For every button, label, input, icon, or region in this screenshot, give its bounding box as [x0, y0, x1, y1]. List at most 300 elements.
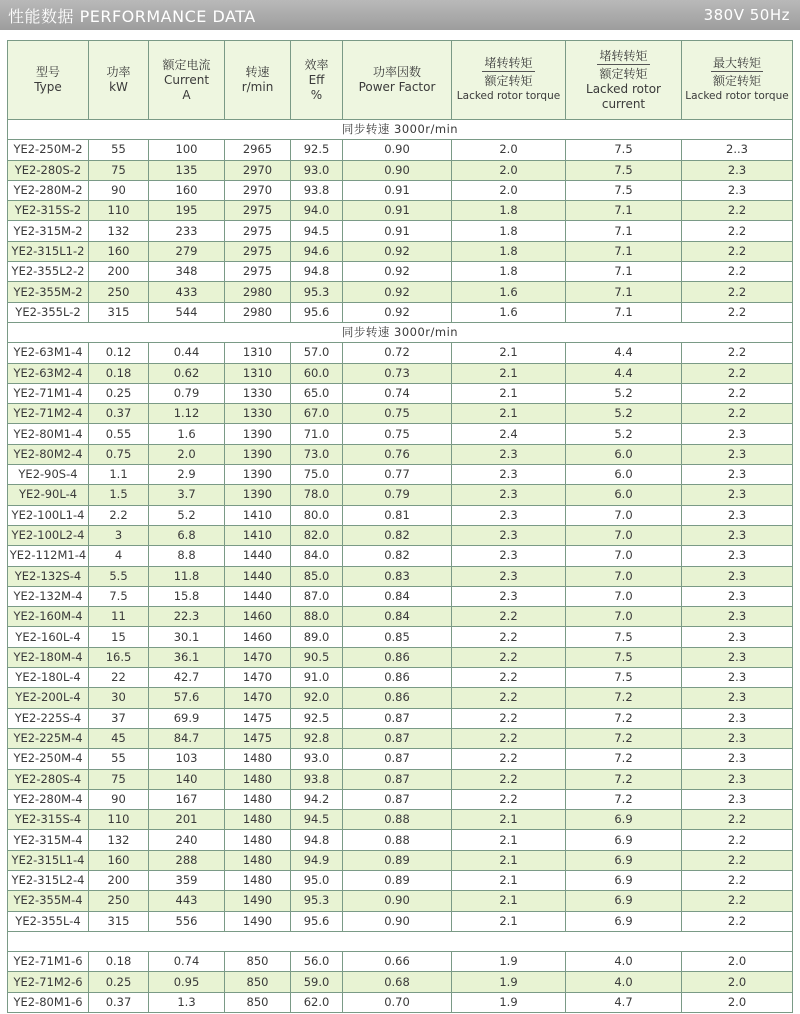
locked-rotor-torque-cell: 1.6	[452, 302, 566, 322]
speed-cell: 1390	[225, 485, 291, 505]
max-torque-cell: 2.3	[682, 566, 793, 586]
current-cell: 0.44	[149, 343, 225, 363]
model-cell: YE2-63M1-4	[8, 343, 89, 363]
speed-cell: 1470	[225, 647, 291, 667]
locked-rotor-torque-cell: 2.2	[452, 708, 566, 728]
model-cell: YE2-80M2-4	[8, 444, 89, 464]
locked-rotor-torque-cell: 1.8	[452, 241, 566, 261]
table-row	[8, 383, 793, 403]
locked-rotor-current-cell: 6.9	[566, 810, 682, 830]
model-cell: YE2-315L2-4	[8, 870, 89, 890]
locked-rotor-current-cell: 7.0	[566, 566, 682, 586]
max-torque-cell: 2.3	[682, 485, 793, 505]
locked-rotor-torque-cell: 2.2	[452, 647, 566, 667]
efficiency-cell: 92.5	[291, 140, 343, 160]
efficiency-cell: 89.0	[291, 627, 343, 647]
efficiency-cell: 92.5	[291, 708, 343, 728]
model-cell: YE2-250M-2	[8, 140, 89, 160]
current-cell: 69.9	[149, 708, 225, 728]
speed-cell: 1480	[225, 769, 291, 789]
locked-rotor-current-cell: 7.0	[566, 525, 682, 545]
power-factor-cell: 0.76	[343, 444, 452, 464]
efficiency-cell: 80.0	[291, 505, 343, 525]
power-factor-cell: 0.68	[343, 972, 452, 992]
current-cell: 433	[149, 282, 225, 302]
table-row	[8, 505, 793, 525]
table-row	[8, 870, 793, 890]
power-cell: 90	[89, 789, 149, 809]
speed-cell: 1310	[225, 343, 291, 363]
efficiency-cell: 95.6	[291, 911, 343, 931]
table-row	[8, 566, 793, 586]
current-cell: 443	[149, 891, 225, 911]
speed-cell: 1470	[225, 668, 291, 688]
power-cell: 30	[89, 688, 149, 708]
speed-cell: 850	[225, 952, 291, 972]
locked-rotor-current-cell: 7.1	[566, 201, 682, 221]
power-factor-cell: 0.74	[343, 383, 452, 403]
table-row	[8, 891, 793, 911]
table-row	[8, 201, 793, 221]
locked-rotor-current-cell: 7.5	[566, 180, 682, 200]
current-cell: 544	[149, 302, 225, 322]
locked-rotor-torque-cell: 2.0	[452, 180, 566, 200]
locked-rotor-current-cell: 7.5	[566, 668, 682, 688]
header-efficiency: 效率 Eff %	[291, 41, 343, 120]
current-cell: 15.8	[149, 586, 225, 606]
performance-table-wrapper	[7, 40, 792, 1013]
voltage-frequency: 380V 50Hz	[703, 6, 790, 24]
locked-rotor-torque-cell: 2.3	[452, 465, 566, 485]
speed-cell: 1490	[225, 911, 291, 931]
max-torque-cell: 2.3	[682, 505, 793, 525]
efficiency-cell: 88.0	[291, 607, 343, 627]
current-cell: 233	[149, 221, 225, 241]
power-factor-cell: 0.72	[343, 343, 452, 363]
speed-cell: 1460	[225, 607, 291, 627]
table-row	[8, 241, 793, 261]
max-torque-cell: 2.2	[682, 891, 793, 911]
speed-cell: 1470	[225, 688, 291, 708]
table-row	[8, 262, 793, 282]
max-torque-cell: 2.3	[682, 607, 793, 627]
table-row	[8, 830, 793, 850]
max-torque-cell: 2.2	[682, 830, 793, 850]
efficiency-cell: 94.6	[291, 241, 343, 261]
locked-rotor-torque-cell: 1.9	[452, 952, 566, 972]
efficiency-cell: 67.0	[291, 404, 343, 424]
power-cell: 110	[89, 810, 149, 830]
efficiency-cell: 75.0	[291, 465, 343, 485]
power-factor-cell: 0.83	[343, 566, 452, 586]
speed-cell: 1440	[225, 546, 291, 566]
model-cell: YE2-112M1-4	[8, 546, 89, 566]
model-cell: YE2-132M-4	[8, 586, 89, 606]
efficiency-cell: 95.6	[291, 302, 343, 322]
table-row	[8, 424, 793, 444]
power-factor-cell: 0.75	[343, 404, 452, 424]
max-torque-cell: 2.2	[682, 302, 793, 322]
power-factor-cell: 0.79	[343, 485, 452, 505]
locked-rotor-current-cell: 6.0	[566, 485, 682, 505]
power-cell: 22	[89, 668, 149, 688]
locked-rotor-current-cell: 7.1	[566, 221, 682, 241]
power-factor-cell: 0.81	[343, 505, 452, 525]
power-factor-cell: 0.84	[343, 586, 452, 606]
model-cell: YE2-355L-2	[8, 302, 89, 322]
locked-rotor-current-cell: 6.0	[566, 444, 682, 464]
current-cell: 0.95	[149, 972, 225, 992]
efficiency-cell: 92.8	[291, 728, 343, 748]
model-cell: YE2-200L-4	[8, 688, 89, 708]
locked-rotor-torque-cell: 2.1	[452, 911, 566, 931]
efficiency-cell: 94.5	[291, 221, 343, 241]
section-spacer-row	[8, 931, 793, 951]
max-torque-cell: 2.3	[682, 728, 793, 748]
current-cell: 2.9	[149, 465, 225, 485]
table-row	[8, 627, 793, 647]
current-cell: 195	[149, 201, 225, 221]
efficiency-cell: 78.0	[291, 485, 343, 505]
current-cell: 1.6	[149, 424, 225, 444]
table-row	[8, 343, 793, 363]
header-max-torque: 最大转矩 额定转矩 Lacked rotor torque	[682, 41, 793, 120]
table-row	[8, 485, 793, 505]
locked-rotor-torque-cell: 2.2	[452, 668, 566, 688]
table-row	[8, 749, 793, 769]
table-row	[8, 444, 793, 464]
current-cell: 167	[149, 789, 225, 809]
model-cell: YE2-132S-4	[8, 566, 89, 586]
current-cell: 22.3	[149, 607, 225, 627]
max-torque-cell: 2..3	[682, 140, 793, 160]
efficiency-cell: 73.0	[291, 444, 343, 464]
table-row	[8, 140, 793, 160]
current-cell: 0.79	[149, 383, 225, 403]
table-row	[8, 160, 793, 180]
power-factor-cell: 0.86	[343, 688, 452, 708]
model-cell: YE2-280M-2	[8, 180, 89, 200]
efficiency-cell: 92.0	[291, 688, 343, 708]
model-cell: YE2-160M-4	[8, 607, 89, 627]
power-cell: 55	[89, 749, 149, 769]
current-cell: 556	[149, 911, 225, 931]
model-cell: YE2-63M2-4	[8, 363, 89, 383]
speed-cell: 1475	[225, 708, 291, 728]
power-factor-cell: 0.92	[343, 262, 452, 282]
current-cell: 42.7	[149, 668, 225, 688]
speed-cell: 2975	[225, 241, 291, 261]
speed-cell: 1480	[225, 850, 291, 870]
power-cell: 2.2	[89, 505, 149, 525]
efficiency-cell: 94.8	[291, 262, 343, 282]
efficiency-cell: 93.0	[291, 749, 343, 769]
power-cell: 37	[89, 708, 149, 728]
locked-rotor-torque-cell: 2.2	[452, 749, 566, 769]
locked-rotor-current-cell: 7.2	[566, 728, 682, 748]
speed-cell: 1480	[225, 789, 291, 809]
power-cell: 90	[89, 180, 149, 200]
speed-cell: 1490	[225, 891, 291, 911]
speed-cell: 850	[225, 972, 291, 992]
locked-rotor-torque-cell: 2.4	[452, 424, 566, 444]
locked-rotor-torque-cell: 1.8	[452, 262, 566, 282]
efficiency-cell: 94.2	[291, 789, 343, 809]
model-cell: YE2-90L-4	[8, 485, 89, 505]
power-cell: 1.1	[89, 465, 149, 485]
speed-cell: 2975	[225, 201, 291, 221]
power-factor-cell: 0.90	[343, 891, 452, 911]
power-factor-cell: 0.92	[343, 282, 452, 302]
power-cell: 0.55	[89, 424, 149, 444]
efficiency-cell: 94.8	[291, 830, 343, 850]
power-cell: 132	[89, 830, 149, 850]
table-row	[8, 850, 793, 870]
max-torque-cell: 2.3	[682, 525, 793, 545]
header-type: 型号 Type	[8, 41, 89, 120]
model-cell: YE2-71M2-4	[8, 404, 89, 424]
speed-cell: 1310	[225, 363, 291, 383]
locked-rotor-torque-cell: 1.9	[452, 972, 566, 992]
current-cell: 36.1	[149, 647, 225, 667]
power-cell: 4	[89, 546, 149, 566]
locked-rotor-torque-cell: 2.1	[452, 343, 566, 363]
max-torque-cell: 2.2	[682, 241, 793, 261]
locked-rotor-current-cell: 7.5	[566, 647, 682, 667]
speed-cell: 2965	[225, 140, 291, 160]
power-factor-cell: 0.90	[343, 911, 452, 931]
locked-rotor-torque-cell: 2.1	[452, 850, 566, 870]
header-power-factor: 功率因数 Power Factor	[343, 41, 452, 120]
power-factor-cell: 0.91	[343, 201, 452, 221]
power-factor-cell: 0.92	[343, 241, 452, 261]
current-cell: 0.74	[149, 952, 225, 972]
table-row	[8, 911, 793, 931]
power-cell: 200	[89, 262, 149, 282]
model-cell: YE2-355L2-2	[8, 262, 89, 282]
table-row	[8, 525, 793, 545]
current-cell: 6.8	[149, 525, 225, 545]
model-cell: YE2-180M-4	[8, 647, 89, 667]
table-row	[8, 668, 793, 688]
speed-cell: 1390	[225, 465, 291, 485]
current-cell: 135	[149, 160, 225, 180]
efficiency-cell: 84.0	[291, 546, 343, 566]
speed-cell: 1410	[225, 505, 291, 525]
efficiency-cell: 93.0	[291, 160, 343, 180]
locked-rotor-torque-cell: 2.2	[452, 728, 566, 748]
max-torque-cell: 2.3	[682, 749, 793, 769]
locked-rotor-torque-cell: 2.2	[452, 688, 566, 708]
locked-rotor-torque-cell: 1.9	[452, 992, 566, 1012]
max-torque-cell: 2.2	[682, 383, 793, 403]
section-header-row	[8, 120, 793, 140]
max-torque-cell: 2.3	[682, 627, 793, 647]
efficiency-cell: 87.0	[291, 586, 343, 606]
power-factor-cell: 0.91	[343, 180, 452, 200]
locked-rotor-current-cell: 7.0	[566, 546, 682, 566]
model-cell: YE2-315M-4	[8, 830, 89, 850]
table-row	[8, 952, 793, 972]
table-row	[8, 546, 793, 566]
speed-cell: 1390	[225, 444, 291, 464]
power-cell: 0.12	[89, 343, 149, 363]
max-torque-cell: 2.2	[682, 343, 793, 363]
table-row	[8, 586, 793, 606]
power-cell: 7.5	[89, 586, 149, 606]
power-factor-cell: 0.77	[343, 465, 452, 485]
max-torque-cell: 2.2	[682, 810, 793, 830]
model-cell: YE2-100L2-4	[8, 525, 89, 545]
power-factor-cell: 0.82	[343, 525, 452, 545]
current-cell: 11.8	[149, 566, 225, 586]
current-cell: 84.7	[149, 728, 225, 748]
max-torque-cell: 2.2	[682, 911, 793, 931]
max-torque-cell: 2.3	[682, 424, 793, 444]
locked-rotor-current-cell: 4.4	[566, 363, 682, 383]
max-torque-cell: 2.2	[682, 870, 793, 890]
current-cell: 279	[149, 241, 225, 261]
header-locked-rotor-current: 堵转转矩 额定转矩 Lacked rotor current	[566, 41, 682, 120]
current-cell: 8.8	[149, 546, 225, 566]
power-factor-cell: 0.87	[343, 708, 452, 728]
locked-rotor-current-cell: 5.2	[566, 404, 682, 424]
current-cell: 2.0	[149, 444, 225, 464]
locked-rotor-current-cell: 7.5	[566, 627, 682, 647]
power-cell: 55	[89, 140, 149, 160]
table-row	[8, 647, 793, 667]
table-row	[8, 769, 793, 789]
locked-rotor-torque-cell: 2.0	[452, 160, 566, 180]
power-cell: 160	[89, 241, 149, 261]
table-row	[8, 282, 793, 302]
power-cell: 250	[89, 891, 149, 911]
model-cell: YE2-180L-4	[8, 668, 89, 688]
current-cell: 1.3	[149, 992, 225, 1012]
power-factor-cell: 0.86	[343, 668, 452, 688]
table-row	[8, 972, 793, 992]
model-cell: YE2-315S-4	[8, 810, 89, 830]
power-factor-cell: 0.88	[343, 830, 452, 850]
current-cell: 30.1	[149, 627, 225, 647]
current-cell: 57.6	[149, 688, 225, 708]
locked-rotor-current-cell: 7.5	[566, 140, 682, 160]
power-factor-cell: 0.84	[343, 607, 452, 627]
section-label: 同步转速 3000r/min	[8, 120, 793, 140]
efficiency-cell: 65.0	[291, 383, 343, 403]
max-torque-cell: 2.2	[682, 221, 793, 241]
model-cell: YE2-355M-4	[8, 891, 89, 911]
efficiency-cell: 94.5	[291, 810, 343, 830]
max-torque-cell: 2.3	[682, 789, 793, 809]
locked-rotor-current-cell: 6.9	[566, 911, 682, 931]
table-header-row	[8, 41, 793, 120]
power-cell: 0.37	[89, 404, 149, 424]
speed-cell: 2980	[225, 282, 291, 302]
locked-rotor-torque-cell: 2.2	[452, 627, 566, 647]
model-cell: YE2-315L1-4	[8, 850, 89, 870]
max-torque-cell: 2.3	[682, 444, 793, 464]
locked-rotor-torque-cell: 2.1	[452, 404, 566, 424]
header-current: 额定电流 Current A	[149, 41, 225, 120]
power-factor-cell: 0.90	[343, 160, 452, 180]
current-cell: 100	[149, 140, 225, 160]
locked-rotor-current-cell: 7.2	[566, 789, 682, 809]
locked-rotor-torque-cell: 2.2	[452, 769, 566, 789]
power-cell: 75	[89, 160, 149, 180]
max-torque-cell: 2.2	[682, 201, 793, 221]
max-torque-cell: 2.3	[682, 769, 793, 789]
efficiency-cell: 95.3	[291, 282, 343, 302]
locked-rotor-torque-cell: 2.3	[452, 586, 566, 606]
table-row	[8, 363, 793, 383]
power-factor-cell: 0.87	[343, 789, 452, 809]
power-factor-cell: 0.75	[343, 424, 452, 444]
model-cell: YE2-71M1-6	[8, 952, 89, 972]
power-factor-cell: 0.82	[343, 546, 452, 566]
efficiency-cell: 59.0	[291, 972, 343, 992]
current-cell: 103	[149, 749, 225, 769]
locked-rotor-torque-cell: 2.1	[452, 830, 566, 850]
locked-rotor-torque-cell: 2.3	[452, 525, 566, 545]
locked-rotor-current-cell: 7.1	[566, 302, 682, 322]
current-cell: 1.12	[149, 404, 225, 424]
max-torque-cell: 2.3	[682, 180, 793, 200]
power-factor-cell: 0.86	[343, 647, 452, 667]
efficiency-cell: 95.0	[291, 870, 343, 890]
power-cell: 1.5	[89, 485, 149, 505]
power-factor-cell: 0.70	[343, 992, 452, 1012]
efficiency-cell: 82.0	[291, 525, 343, 545]
model-cell: YE2-315L1-2	[8, 241, 89, 261]
current-cell: 140	[149, 769, 225, 789]
power-factor-cell: 0.87	[343, 749, 452, 769]
max-torque-cell: 2.3	[682, 160, 793, 180]
power-cell: 0.25	[89, 972, 149, 992]
power-cell: 132	[89, 221, 149, 241]
model-cell: YE2-225S-4	[8, 708, 89, 728]
current-cell: 0.62	[149, 363, 225, 383]
max-torque-cell: 2.0	[682, 972, 793, 992]
locked-rotor-current-cell: 7.0	[566, 586, 682, 606]
model-cell: YE2-100L1-4	[8, 505, 89, 525]
power-cell: 3	[89, 525, 149, 545]
model-cell: YE2-71M1-4	[8, 383, 89, 403]
model-cell: YE2-280S-4	[8, 769, 89, 789]
locked-rotor-current-cell: 6.9	[566, 830, 682, 850]
speed-cell: 1480	[225, 810, 291, 830]
table-row	[8, 708, 793, 728]
power-factor-cell: 0.73	[343, 363, 452, 383]
power-cell: 0.18	[89, 952, 149, 972]
power-cell: 0.37	[89, 992, 149, 1012]
locked-rotor-current-cell: 5.2	[566, 424, 682, 444]
current-cell: 359	[149, 870, 225, 890]
power-cell: 315	[89, 911, 149, 931]
efficiency-cell: 93.8	[291, 180, 343, 200]
current-cell: 240	[149, 830, 225, 850]
speed-cell: 1460	[225, 627, 291, 647]
power-cell: 200	[89, 870, 149, 890]
performance-table	[7, 40, 793, 1013]
locked-rotor-torque-cell: 2.2	[452, 607, 566, 627]
header-locked-rotor-torque: 堵转转矩 额定转矩 Lacked rotor torque	[452, 41, 566, 120]
max-torque-cell: 2.2	[682, 282, 793, 302]
locked-rotor-torque-cell: 2.1	[452, 870, 566, 890]
efficiency-cell: 57.0	[291, 343, 343, 363]
table-row	[8, 302, 793, 322]
speed-cell: 1390	[225, 424, 291, 444]
